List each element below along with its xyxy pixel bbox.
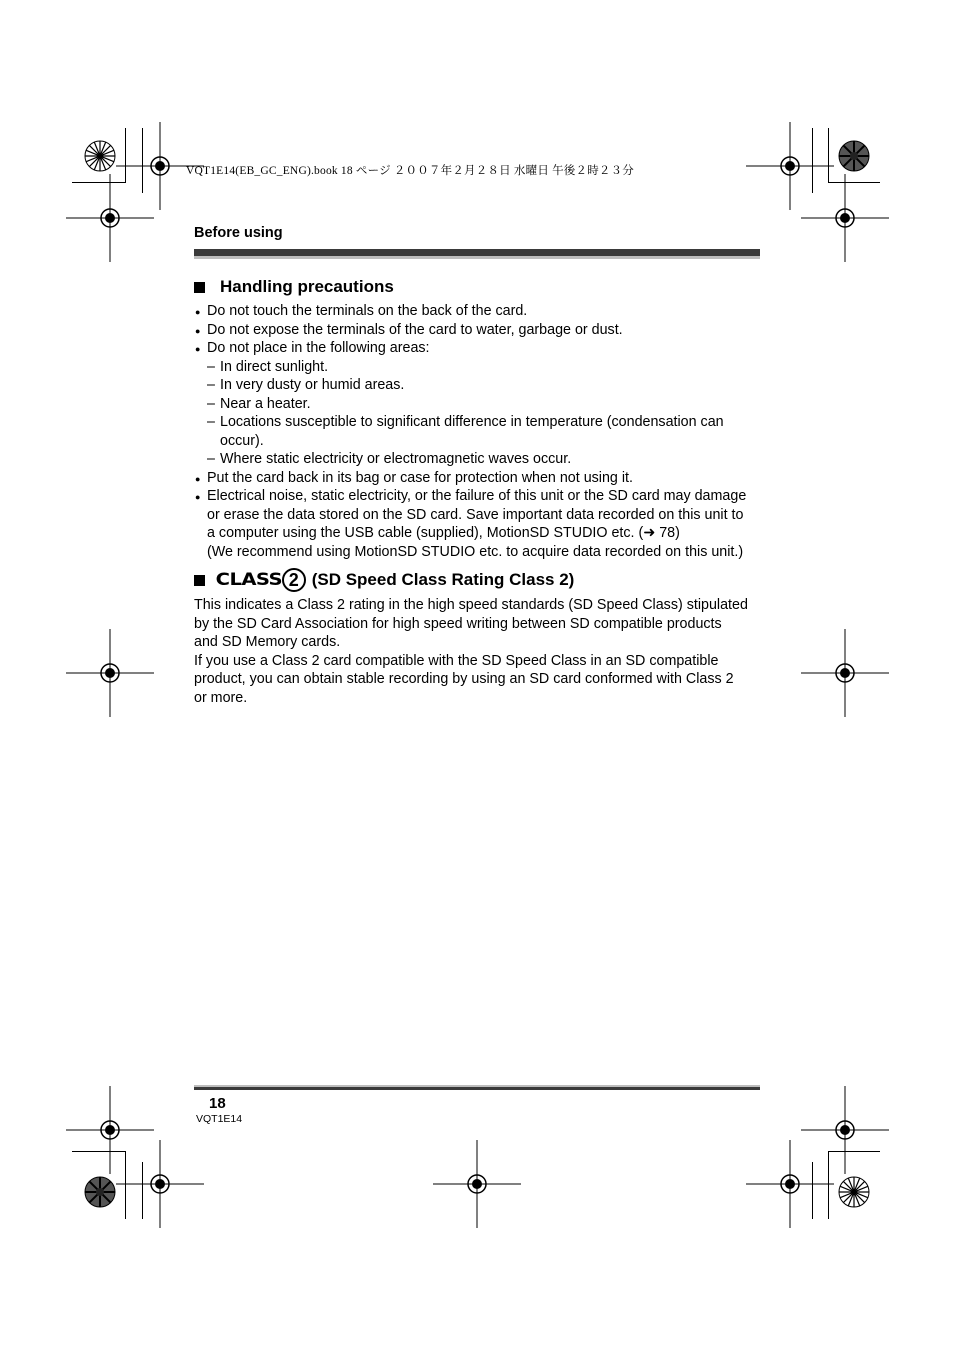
paragraph-line: and SD Memory cards. [194,634,341,650]
handling-heading [194,277,394,297]
header-rule-shadow [194,256,760,259]
footer-rule [194,1087,760,1090]
handling-heading-text: Handling precautions [220,277,394,296]
paragraph-line: This indicates a Class 2 rating in the high speed standards (SD Speed Class) stipulated [194,597,748,613]
sub-list-item: – In direct sunlight. [220,358,328,377]
paragraph-line: or more. [194,690,248,706]
list-item-continuation: (We recommend using MotionSD STUDIO etc. to acquire data recorded on this unit.) [207,544,744,560]
sub-list-item-continuation: occur). [220,433,264,449]
sd-class-2-logo: CLASS 2 [220,568,306,592]
list-item-continuation: or erase the data stored on the SD card. Save important data recorded on this unit to [207,507,744,523]
list-item: ● Do not expose the terminals of the card to water, garbage or dust. [207,321,623,340]
square-bullet-icon [194,282,205,293]
page-number: 18 [209,1095,226,1112]
list-item: ● Do not place in the following areas: [207,339,430,358]
sub-list-item: – Near a heater. [220,395,311,414]
list-item: ● Put the card back in its bag or case for protection when not using it. [207,469,633,488]
print-slug: VQT1E14(EB_GC_ENG).book 18 ページ ２００７年２月２８日 水曜日 午後２時２３分 [186,165,634,177]
paragraph-line: by the SD Card Association for high speed writing between SD compatible products [194,616,722,632]
sub-list-item: – Locations susceptible to significant difference in temperature (condensation can [220,413,724,432]
section-label: Before using [194,225,283,241]
class-heading [194,568,574,592]
header-rule [194,249,760,256]
list-item: ● Do not touch the terminals on the back of the card. [207,302,527,321]
sub-list-item: – In very dusty or humid areas. [220,376,404,395]
paragraph-line: product, you can obtain stable recording by using an SD card conformed with Class 2 [194,671,734,687]
model-code: VQT1E14 [196,1113,243,1125]
class-heading-text: (SD Speed Class Rating Class 2) [311,570,575,589]
list-item: ● Electrical noise, static electricity, or the failure of this unit or the SD card may damage [207,487,746,506]
paragraph-line: If you use a Class 2 card compatible with the SD Speed Class in an SD compatible [194,653,719,669]
square-bullet-icon [194,575,205,586]
list-item-continuation: a computer using the USB cable (supplied), MotionSD STUDIO etc. (➜ 78) [207,525,680,541]
sub-list-item: – Where static electricity or electromagnetic waves occur. [220,450,571,469]
